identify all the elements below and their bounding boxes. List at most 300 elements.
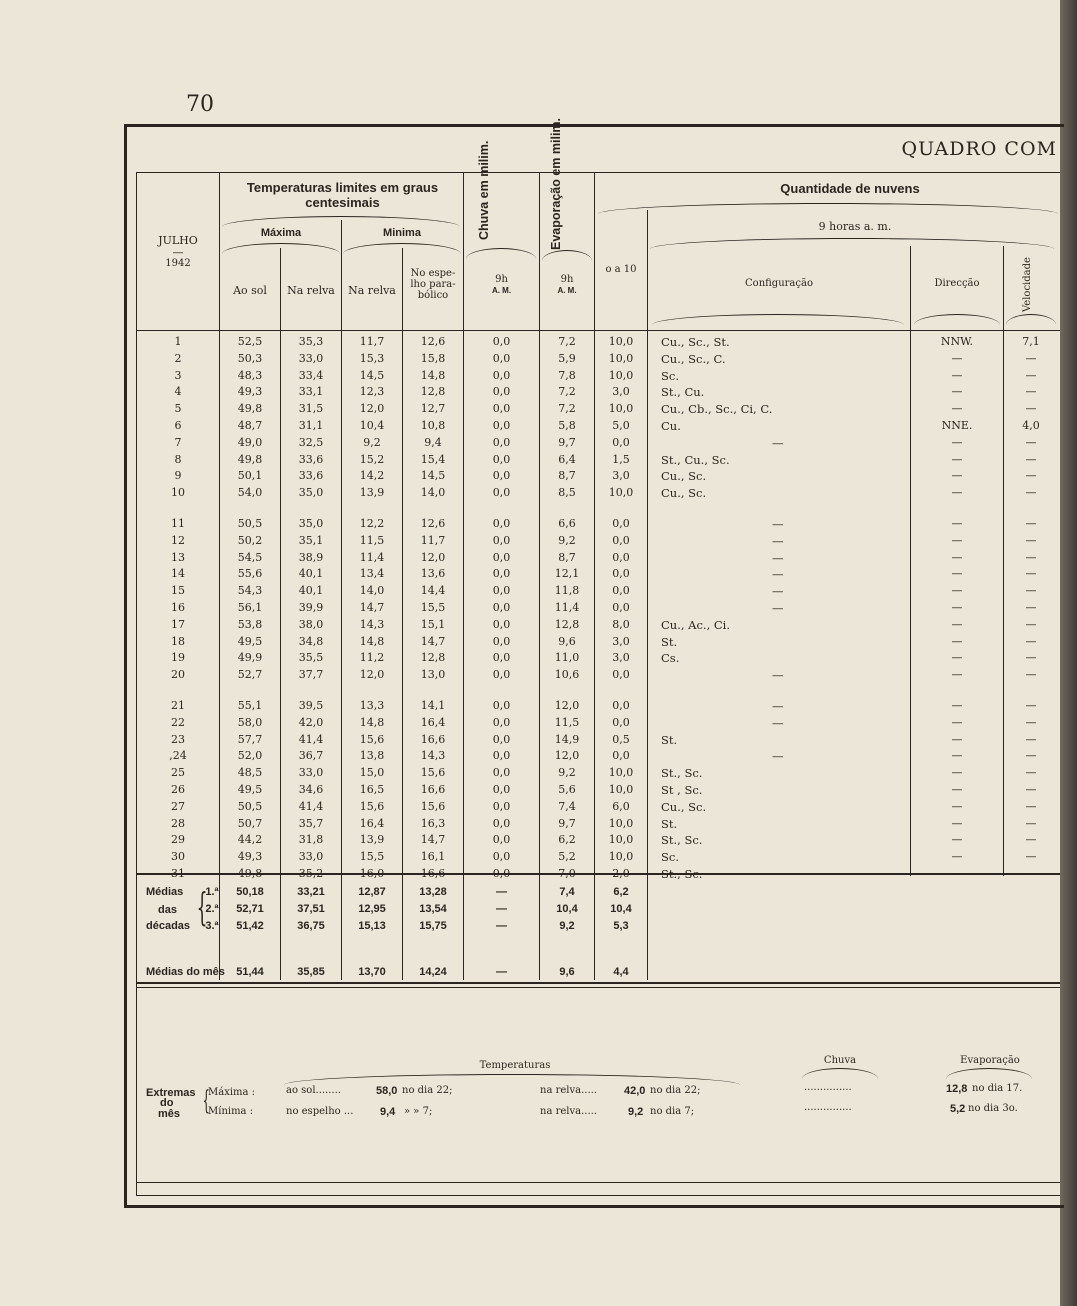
cell-q: 10,0 <box>608 486 634 500</box>
day-number: 4 <box>174 385 182 399</box>
cell-esp: 12,0 <box>420 550 446 564</box>
cell-chu: 0,0 <box>492 749 511 763</box>
cell-eva: 12,1 <box>554 567 580 581</box>
cell-velocidade: — <box>1025 469 1037 483</box>
cell-eva: 12,0 <box>554 699 580 712</box>
cell-sol: 44,2 <box>237 833 263 847</box>
cell-mrel: 15,3 <box>359 351 385 365</box>
cell-eva: 7,8 <box>558 368 576 382</box>
cell-q: 3,0 <box>612 651 630 665</box>
cell-esp: 16,6 <box>420 783 446 796</box>
cell-rel: 36,7 <box>298 749 324 763</box>
cell-eva: 5,8 <box>558 419 576 432</box>
nove-horas-header: 9 horas a. m. <box>818 220 892 233</box>
cell-sol: 50,5 <box>237 799 263 813</box>
chuva-am: A. M. <box>491 286 512 295</box>
mes-na-relva: 35,85 <box>297 966 325 978</box>
cell-esp: 14,5 <box>420 469 446 483</box>
cell-velocidade: — <box>1025 783 1037 796</box>
cell-rel: 33,1 <box>298 385 324 399</box>
cell-eva: 11,8 <box>554 584 580 598</box>
cell-configuracao: Cu., Ac., Ci. <box>661 617 731 632</box>
decade-eva: 10,4 <box>556 903 578 915</box>
cell-esp: 15,6 <box>420 766 446 780</box>
page-number: 70 <box>186 92 214 117</box>
cell-sol: 52,7 <box>237 668 263 682</box>
cell-mrel: 16,5 <box>359 783 385 796</box>
cell-rel: 41,4 <box>298 732 324 746</box>
cell-velocidade: — <box>1025 668 1037 682</box>
extremas-label: Extremas <box>146 1087 196 1099</box>
footer-line <box>136 1182 1060 1183</box>
min-esp-value: 9,4 <box>380 1106 396 1118</box>
cell-rel: 35,3 <box>298 335 324 348</box>
cell-velocidade: 7,1 <box>1022 335 1040 348</box>
chuva-header: Chuva em milim. <box>477 140 491 240</box>
maxima-label: Máxima : <box>208 1087 256 1098</box>
cell-esp: 16,4 <box>420 715 446 729</box>
decade-n: 3.ª <box>205 920 219 932</box>
medias-bottom-line <box>136 982 1060 984</box>
cell-sol: 54,0 <box>237 486 263 500</box>
chuva-dots-min: ............... <box>804 1102 852 1113</box>
cell-rel: 40,1 <box>298 567 324 581</box>
cell-configuracao: Cu., Cb., Sc., Ci, C. <box>661 402 773 417</box>
cell-eva: 11,5 <box>554 715 580 729</box>
decade-n: 2.ª <box>205 903 219 915</box>
cell-velocidade: — <box>1025 799 1037 813</box>
max-relva-day: no dia 22; <box>650 1085 701 1096</box>
decade-n: 1.ª <box>205 886 219 898</box>
cell-mrel: 13,9 <box>359 833 385 847</box>
day-number: 20 <box>171 668 185 682</box>
day-number: 9 <box>174 469 182 483</box>
cell-configuracao: — <box>772 715 784 730</box>
minima-header: Minima <box>383 227 421 239</box>
decade-esp: 15,75 <box>419 920 447 932</box>
cell-chu: 0,0 <box>492 668 511 682</box>
day-number: 28 <box>171 816 185 830</box>
cell-velocidade: 4,0 <box>1022 419 1040 432</box>
cell-esp: 15,8 <box>420 351 446 365</box>
cell-esp: 12,8 <box>420 385 446 399</box>
day-number: 31 <box>171 867 185 880</box>
cell-sol: 55,1 <box>237 699 263 712</box>
cell-sol: 52,0 <box>237 749 263 763</box>
cell-rel: 35,2 <box>298 867 324 880</box>
cell-chu: 0,0 <box>492 452 511 466</box>
cell-mrel: 16,0 <box>359 867 385 880</box>
cell-velocidade: — <box>1025 715 1037 729</box>
cell-chu: 0,0 <box>492 385 511 399</box>
decade-esp: 13,54 <box>419 903 447 915</box>
cell-velocidade: — <box>1025 634 1037 648</box>
medias-bottom-line-2 <box>136 987 1060 988</box>
cell-rel: 33,6 <box>298 452 324 466</box>
cell-q: 3,0 <box>612 634 630 648</box>
cell-velocidade: — <box>1025 402 1037 416</box>
medias-mes-label: Médias do mês <box>146 966 225 978</box>
cell-sol: 49,5 <box>237 783 263 796</box>
cell-mrel: 12,3 <box>359 385 385 399</box>
ao-sol-header: Ao sol <box>233 284 267 297</box>
cell-sol: 50,7 <box>237 816 263 830</box>
cell-velocidade: — <box>1025 749 1037 763</box>
day-number: 16 <box>171 601 185 614</box>
evap-max-value: 12,8 <box>946 1083 968 1095</box>
extremas-chuva-header: Chuva <box>823 1055 857 1066</box>
cell-sol: 50,5 <box>237 517 263 530</box>
cell-mrel: 12,2 <box>359 517 385 530</box>
cell-rel: 33,4 <box>298 368 324 382</box>
day-number: 19 <box>171 651 185 665</box>
decade-chu: — <box>496 920 507 932</box>
day-number: 29 <box>171 833 185 847</box>
cell-esp: 14,8 <box>420 368 446 382</box>
cell-q: 6,0 <box>612 799 630 813</box>
cell-sol: 55,6 <box>237 567 263 581</box>
cell-chu: 0,0 <box>492 419 511 432</box>
min-esp-day: » » 7; <box>404 1106 433 1117</box>
cell-eva: 9,7 <box>558 435 576 449</box>
decade-esp: 13,28 <box>419 886 447 898</box>
mes-min-relva: 13,70 <box>358 966 386 978</box>
day-number: 22 <box>171 715 185 729</box>
cell-direccao: — <box>951 732 963 746</box>
cell-direccao: — <box>951 833 963 847</box>
cell-mrel: 16,4 <box>359 816 385 830</box>
mes-ao-sol: 51,44 <box>236 966 264 978</box>
cell-configuracao: Cu., Sc. <box>661 486 707 501</box>
day-number: 1 <box>174 335 182 348</box>
evaporacao-9h: 9h <box>560 274 574 285</box>
cell-velocidade: — <box>1025 699 1037 712</box>
cell-direccao: — <box>951 517 963 530</box>
cell-sol: 50,3 <box>237 351 263 365</box>
cell-sol: 49,8 <box>237 402 263 416</box>
cell-chu: 0,0 <box>492 368 511 382</box>
cell-esp: 15,1 <box>420 617 446 631</box>
cell-mrel: 13,8 <box>359 749 385 763</box>
cell-rel: 33,0 <box>298 850 324 864</box>
cell-configuracao: Cu. <box>661 419 681 433</box>
mes-evaporacao: 9,6 <box>559 966 575 978</box>
cell-velocidade: — <box>1025 550 1037 564</box>
cell-eva: 14,9 <box>554 732 580 746</box>
evap-min-day: no dia 3o. <box>968 1103 1018 1114</box>
day-number: 15 <box>171 584 185 598</box>
cell-direccao: — <box>951 715 963 729</box>
min-relva-day: no dia 7; <box>650 1106 695 1117</box>
cell-rel: 34,8 <box>298 634 324 648</box>
decade-mrel: 15,13 <box>358 920 386 932</box>
na-relva-min-header: Na relva <box>348 284 396 297</box>
cell-configuracao: St., Sc. <box>661 867 703 881</box>
cell-rel: 31,8 <box>298 833 324 847</box>
cell-direccao: — <box>951 584 963 598</box>
cell-direccao: — <box>951 816 963 830</box>
cell-q: 0,0 <box>612 533 630 547</box>
cell-direccao: — <box>951 668 963 682</box>
cell-direccao: — <box>951 867 963 880</box>
cell-esp: 14,1 <box>420 699 446 712</box>
cell-chu: 0,0 <box>492 799 511 813</box>
cell-esp: 13,6 <box>420 567 446 581</box>
cell-q: 10,0 <box>608 850 634 864</box>
cell-q: 8,0 <box>612 617 630 631</box>
cell-mrel: 13,3 <box>359 699 385 712</box>
cell-chu: 0,0 <box>492 715 511 729</box>
cell-direccao: NNW. <box>940 335 974 348</box>
cell-sol: 54,3 <box>237 584 263 598</box>
cell-configuracao: St. <box>661 816 678 831</box>
cell-velocidade: — <box>1025 651 1037 665</box>
cell-mrel: 15,0 <box>359 766 385 780</box>
cell-esp: 14,7 <box>420 833 446 847</box>
cell-sol: 49,9 <box>237 651 263 665</box>
cell-configuracao: — <box>772 533 784 548</box>
cell-sol: 49,3 <box>237 850 263 864</box>
cell-q: 0,0 <box>612 601 630 614</box>
cell-configuracao: — <box>772 567 784 582</box>
cell-esp: 16,3 <box>420 816 446 830</box>
cell-chu: 0,0 <box>492 732 511 746</box>
day-number: 26 <box>171 783 185 796</box>
cell-mrel: 15,6 <box>359 732 385 746</box>
cell-mrel: 11,2 <box>359 651 385 665</box>
max-relva-prefix: na relva..... <box>540 1085 597 1096</box>
cell-configuracao: St , Sc. <box>661 783 703 797</box>
cell-sol: 49,0 <box>237 435 263 449</box>
cell-configuracao: Cu., Sc., St. <box>661 335 730 349</box>
decade-eva: 7,4 <box>559 886 575 898</box>
decade-q: 6,2 <box>613 886 629 898</box>
decade-rel: 36,75 <box>297 920 325 932</box>
cell-q: 0,0 <box>612 435 630 449</box>
cell-mrel: 14,8 <box>359 634 385 648</box>
cell-esp: 15,4 <box>420 452 446 466</box>
cell-configuracao: — <box>772 601 784 615</box>
cell-chu: 0,0 <box>492 550 511 564</box>
cell-configuracao: Cu., Sc., C. <box>661 351 726 366</box>
cell-eva: 12,8 <box>554 617 580 631</box>
julho-dash: — <box>172 246 184 259</box>
cell-velocidade: — <box>1025 385 1037 399</box>
direccao-header: Direcção <box>934 278 980 289</box>
day-number: 21 <box>171 699 185 712</box>
julho-label: JULHO <box>158 234 198 247</box>
cell-eva: 5,2 <box>558 850 576 864</box>
cell-direccao: — <box>951 799 963 813</box>
cell-direccao: — <box>951 385 963 399</box>
cell-esp: 10,8 <box>420 419 446 432</box>
cell-chu: 0,0 <box>492 867 511 880</box>
cell-chu: 0,0 <box>492 816 511 830</box>
cell-mrel: 14,5 <box>359 368 385 382</box>
cell-esp: 16,6 <box>420 867 446 880</box>
cell-configuracao: St. <box>661 732 678 747</box>
cell-mrel: 12,0 <box>359 402 385 416</box>
cell-esp: 12,6 <box>420 517 446 530</box>
cell-esp: 14,0 <box>420 486 446 500</box>
cell-sol: 57,7 <box>237 732 263 746</box>
cell-configuracao: St. <box>661 634 678 649</box>
cell-mrel: 14,8 <box>359 715 385 729</box>
cell-direccao: — <box>951 469 963 483</box>
cell-esp: 15,5 <box>420 601 446 614</box>
cell-direccao: — <box>951 634 963 648</box>
cell-eva: 8,5 <box>558 486 576 500</box>
cell-chu: 0,0 <box>492 351 511 365</box>
cell-mrel: 13,4 <box>359 567 385 581</box>
cell-chu: 0,0 <box>492 584 511 598</box>
day-number: 8 <box>174 452 182 466</box>
cell-eva: 5,6 <box>558 783 576 796</box>
cell-rel: 37,7 <box>298 668 324 682</box>
cell-eva: 7,2 <box>558 402 576 416</box>
cell-configuracao: — <box>772 584 784 599</box>
cell-q: 0,5 <box>612 732 630 746</box>
decade-sol: 51,42 <box>236 920 264 932</box>
cell-eva: 11,0 <box>554 651 580 665</box>
cell-q: 1,5 <box>612 452 630 466</box>
cell-velocidade: — <box>1025 533 1037 547</box>
day-number: 5 <box>174 402 182 416</box>
cell-sol: 53,8 <box>237 617 263 631</box>
temperaturas-header: Temperaturas limites em graus centesimais <box>246 180 439 210</box>
cell-rel: 32,5 <box>298 435 324 449</box>
cell-configuracao: — <box>772 749 784 764</box>
decade-chu: — <box>496 903 507 915</box>
cell-esp: 9,4 <box>424 435 442 449</box>
cell-eva: 9,7 <box>558 816 576 830</box>
cell-configuracao: Sc. <box>661 368 679 383</box>
cell-configuracao: Cs. <box>661 651 680 666</box>
cell-eva: 9,2 <box>558 766 576 780</box>
cell-direccao: — <box>951 601 963 614</box>
cell-velocidade: — <box>1025 486 1037 500</box>
cell-esp: 12,7 <box>420 402 446 416</box>
configuracao-header: Configuração <box>745 278 813 289</box>
cell-configuracao: — <box>772 699 784 713</box>
cell-eva: 7,0 <box>558 867 576 880</box>
cell-rel: 33,0 <box>298 351 324 365</box>
cell-eva: 6,4 <box>558 452 576 466</box>
cell-q: 0,0 <box>612 517 630 530</box>
table-title: QUADRO COM <box>901 138 1057 160</box>
cell-q: 10,0 <box>608 402 634 416</box>
cell-sol: 48,7 <box>237 419 263 432</box>
cell-velocidade: — <box>1025 601 1037 614</box>
max-sol-prefix: ao sol........ <box>286 1085 341 1096</box>
do-label: do <box>160 1097 174 1109</box>
cell-esp: 14,3 <box>420 749 446 763</box>
cell-chu: 0,0 <box>492 567 511 581</box>
cell-eva: 7,2 <box>558 385 576 399</box>
cell-velocidade: — <box>1025 867 1037 880</box>
cell-q: 10,0 <box>608 833 634 847</box>
o-a-10-header: o a 10 <box>605 264 637 275</box>
cell-eva: 5,9 <box>558 351 576 365</box>
cell-direccao: — <box>951 766 963 780</box>
cell-direccao: — <box>951 651 963 665</box>
year-label: 1942 <box>165 258 191 269</box>
cell-velocidade: — <box>1025 766 1037 780</box>
cell-eva: 12,0 <box>554 749 580 763</box>
cell-direccao: — <box>951 617 963 631</box>
cell-chu: 0,0 <box>492 469 511 483</box>
day-number: 12 <box>171 533 185 547</box>
cell-q: 3,0 <box>612 469 630 483</box>
cell-eva: 7,2 <box>558 335 576 348</box>
decade-mrel: 12,95 <box>358 903 386 915</box>
day-number: 25 <box>171 766 185 780</box>
cell-q: 10,0 <box>608 766 634 780</box>
cell-mrel: 14,3 <box>359 617 385 631</box>
cell-rel: 40,1 <box>298 584 324 598</box>
cell-mrel: 15,2 <box>359 452 385 466</box>
cell-rel: 35,5 <box>298 651 324 665</box>
cell-eva: 10,6 <box>554 668 580 682</box>
na-relva-header: Na relva <box>287 284 335 297</box>
cell-q: 5,0 <box>612 419 630 432</box>
cell-mrel: 11,7 <box>359 335 385 348</box>
cell-configuracao: Cu., Sc. <box>661 469 707 484</box>
cell-chu: 0,0 <box>492 517 511 530</box>
cell-q: 0,0 <box>612 550 630 564</box>
cell-direccao: — <box>951 452 963 466</box>
cell-rel: 38,0 <box>298 617 324 631</box>
extremas-evaporacao-header: Evaporação <box>960 1055 1020 1066</box>
cell-chu: 0,0 <box>492 402 511 416</box>
cell-chu: 0,0 <box>492 833 511 847</box>
evap-min-value: 5,2 <box>950 1103 966 1115</box>
cell-q: 10,0 <box>608 351 634 365</box>
cell-direccao: — <box>951 567 963 581</box>
cell-eva: 8,7 <box>558 550 576 564</box>
cell-q: 0,0 <box>612 715 630 729</box>
cell-rel: 42,0 <box>298 715 324 729</box>
cell-mrel: 14,2 <box>359 469 385 483</box>
cell-rel: 35,0 <box>298 517 324 530</box>
cell-rel: 35,0 <box>298 486 324 500</box>
cell-eva: 9,6 <box>558 634 576 648</box>
cell-mrel: 11,5 <box>359 533 385 547</box>
cell-sol: 52,5 <box>237 335 263 348</box>
day-number: 17 <box>171 617 185 631</box>
cell-mrel: 9,2 <box>363 435 381 449</box>
cell-velocidade: — <box>1025 584 1037 598</box>
cell-chu: 0,0 <box>492 850 511 864</box>
cell-esp: 15,6 <box>420 799 446 813</box>
cell-mrel: 12,0 <box>359 668 385 682</box>
cell-chu: 0,0 <box>492 699 511 712</box>
cell-mrel: 15,6 <box>359 799 385 813</box>
cell-q: 10,0 <box>608 816 634 830</box>
cell-esp: 16,1 <box>420 850 446 864</box>
cell-rel: 34,6 <box>298 783 324 796</box>
cell-direccao: — <box>951 783 963 796</box>
decade-mrel: 12,87 <box>358 886 386 898</box>
cell-velocidade: — <box>1025 617 1037 631</box>
cell-sol: 56,1 <box>237 601 263 614</box>
cell-sol: 54,5 <box>237 550 263 564</box>
day-number: 6 <box>174 419 182 432</box>
cell-chu: 0,0 <box>492 617 511 631</box>
cell-q: 0,0 <box>612 668 630 682</box>
cell-configuracao: — <box>772 668 784 683</box>
cell-eva: 8,7 <box>558 469 576 483</box>
